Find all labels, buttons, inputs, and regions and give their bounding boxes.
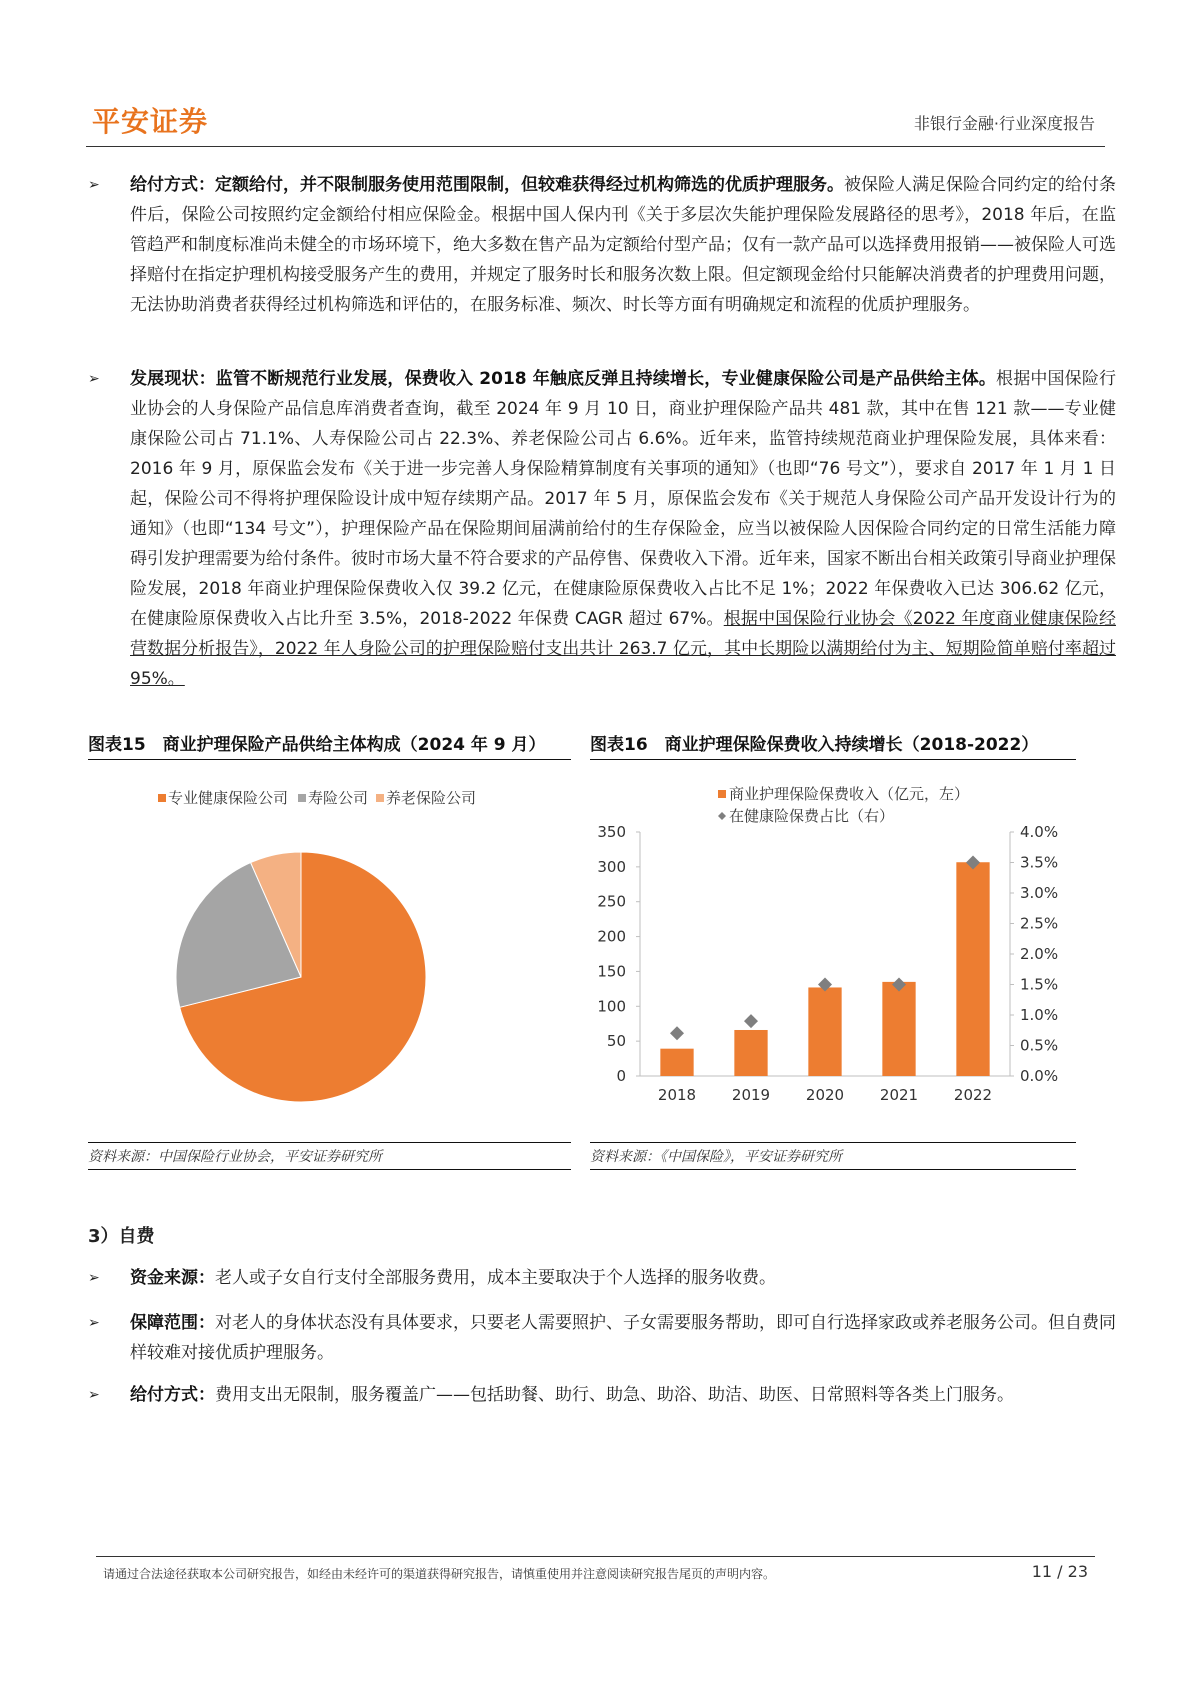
legend-marker: [718, 812, 726, 820]
report-category: 非银行金融·行业深度报告: [913, 114, 1095, 133]
figure15-title: 图表15 商业护理保险产品供给主体构成（2024 年 9 月）: [88, 730, 571, 760]
y2-tick-label: 2.0%: [1020, 945, 1059, 963]
y-tick-label: 350: [597, 823, 626, 841]
x-tick-label: 2020: [805, 1086, 845, 1104]
y-tick-label: 150: [597, 962, 626, 981]
page-number: 11 / 23: [1031, 1562, 1088, 1581]
legend-label: 在健康险保费占比（右）: [729, 807, 895, 825]
bullet-arrow-icon: ➢: [88, 1315, 100, 1331]
item-lead: 保障范围：: [130, 1313, 215, 1333]
figure16-title: 图表16 商业护理保险保费收入持续增长（2018-2022）: [590, 730, 1076, 760]
y-tick-label: 100: [597, 997, 626, 1016]
x-tick-label: 2022: [953, 1086, 993, 1104]
paragraph-lead: 发展现状：监管不断规范行业发展，保费收入 2018 年触底反弹且持续增长，专业健康保险公司是产品供给主体。: [130, 369, 997, 389]
y2-tick-label: 3.0%: [1020, 884, 1059, 902]
y-tick-label: 200: [597, 927, 626, 946]
paragraph-lead: 给付方式：定额给付，并不限制服务使用范围限制，但较难获得经过机构筛选的优质护理服务。: [130, 175, 844, 195]
item-body: 老人或子女自行支付全部服务费用，成本主要取决于个人选择的服务收费。: [215, 1268, 776, 1288]
y-tick-label: 250: [597, 892, 626, 911]
legend-label: 专业健康保险公司: [168, 789, 289, 807]
paragraph-body: 根据中国保险行业协会的人身保险产品信息库消费者查询，截至 2024 年 9 月 10 日，商业护理保险产品共 481 款，其中在售 121 款——专业健康保险公司占 71.1%、人寿保险公司占 22.3%、养老保险公司占 6.6%。近年来，监管持续规范商业护理保险发展，具体来看：2016 年 9 月，原保监会发布《关于进一步完善人身保险精算制度有关事项的通知》（也即“76 号文”），要求自 2017 年 1 月 1 日起，保险公司不得将护理保险设计成中短存续期产品。2017 年 5 月，原保监会发布《关于规范人身保险公司产品开发设计行为的通知》（也即“134 号文”），护理保险产品在保险期间届满前给付的生存保险金，应当以被保险人因保险合同约定的日常生活能力障碍引发护理需要为给付条件。彼时市场大量不符合要求的产品停售、保费收入下滑。近年来，国家不断出台相关政策引导商业护理保险发展，2018 年商业护理保险保费收入仅 39.2 亿元，在健康险原保费收入占比不足 1%；2022 年保费收入已达 306.62 亿元，在健康险原保费收入占比升至 3.5%，2018-2022 年保费 CAGR 超过 67%。: [130, 369, 1116, 629]
paragraph-development-status: [88, 364, 1116, 694]
y2-tick-label: 0.0%: [1020, 1067, 1059, 1085]
bar: [882, 982, 915, 1076]
bullet-arrow-icon: ➢: [88, 1270, 100, 1286]
item-body: 费用支出无限制，服务覆盖广——包括助餐、助行、助急、助浴、助洁、助医、日常照料等各类上门服务。: [215, 1385, 1014, 1405]
y-tick-label: 50: [606, 1032, 626, 1051]
y2-tick-label: 1.5%: [1020, 975, 1059, 994]
item-body: 对老人的身体状态没有具体要求，只要老人需要照护、子女需要服务帮助，即可自行选择家政或养老服务公司。但自费同样较难对接优质护理服务。: [130, 1313, 1116, 1363]
legend-swatch: [718, 790, 726, 798]
figure16-source: 资料来源：《中国保险》，平安证券研究所: [590, 1142, 1076, 1170]
bullet-arrow-icon: ➢: [88, 1387, 100, 1403]
x-tick-label: 2018: [657, 1086, 697, 1104]
y2-tick-label: 4.0%: [1020, 823, 1059, 841]
bar: [660, 1049, 693, 1076]
y2-tick-label: 1.0%: [1020, 1006, 1059, 1024]
legend-swatch: [298, 794, 306, 802]
legend-label: 寿险公司: [308, 789, 369, 807]
brand-logo: 平安证券: [92, 105, 209, 138]
paragraph-underlined: 根据中国保险行业协会《2022 年度商业健康保险经营数据分析报告》，2022 年人身险公司的护理保险赔付支出共计 263.7 亿元，其中长期险以满期给付为主、短期险简单赔付率超过 95%。: [130, 609, 1116, 689]
bullet-arrow-icon: ➢: [88, 177, 100, 193]
figure15-source: 资料来源：中国保险行业协会，平安证券研究所: [88, 1142, 571, 1170]
list-item: [88, 1263, 1116, 1293]
footer-disclaimer: 请通过合法途径获取本公司研究报告，如经由未经许可的渠道获得研究报告，请慎重使用并注意阅读研究报告尾页的声明内容。: [103, 1567, 776, 1581]
scatter-point: [670, 1026, 684, 1040]
footer-divider: [96, 1556, 1095, 1557]
bar-chart: [590, 770, 1076, 1140]
section-heading: 3）自费: [88, 1226, 155, 1247]
bar: [734, 1030, 767, 1076]
paragraph-payment-method: [88, 170, 1116, 320]
pie-chart: [88, 770, 571, 1140]
bullet-arrow-icon: ➢: [88, 371, 100, 387]
item-lead: 资金来源：: [130, 1268, 215, 1288]
item-lead: 给付方式：: [130, 1385, 215, 1405]
list-item: [88, 1380, 1116, 1410]
y-tick-label: 0: [616, 1067, 626, 1085]
y2-tick-label: 0.5%: [1020, 1036, 1059, 1055]
y2-tick-label: 2.5%: [1020, 914, 1059, 933]
x-tick-label: 2019: [731, 1086, 771, 1104]
y2-tick-label: 3.5%: [1020, 853, 1059, 872]
header-divider: [86, 146, 1105, 147]
bar: [956, 862, 989, 1076]
legend-label: 养老保险公司: [386, 789, 477, 807]
bar: [808, 987, 841, 1076]
legend-swatch: [158, 794, 166, 802]
paragraph-body: 被保险人满足保险合同约定的给付条件后，保险公司按照约定金额给付相应保险金。根据中国人保内刊《关于多层次失能护理保险发展路径的思考》，2018 年后，在监管趋严和制度标准尚未健全的市场环境下，绝大多数在售产品为定额给付型产品；仅有一款产品可以选择费用报销——被保险人可选择赔付在指定护理机构接受服务产生的费用，并规定了服务时长和服务次数上限。但定额现金给付只能解决消费者的护理费用问题，无法协助消费者获得经过机构筛选和评估的，在服务标准、频次、时长等方面有明确规定和流程的优质护理服务。: [130, 175, 1116, 315]
y-tick-label: 300: [597, 857, 626, 876]
list-item: [88, 1308, 1116, 1368]
legend-swatch: [376, 794, 384, 802]
x-tick-label: 2021: [879, 1086, 919, 1104]
scatter-point: [744, 1014, 758, 1028]
legend-label: 商业护理保险保费收入（亿元，左）: [729, 785, 970, 803]
